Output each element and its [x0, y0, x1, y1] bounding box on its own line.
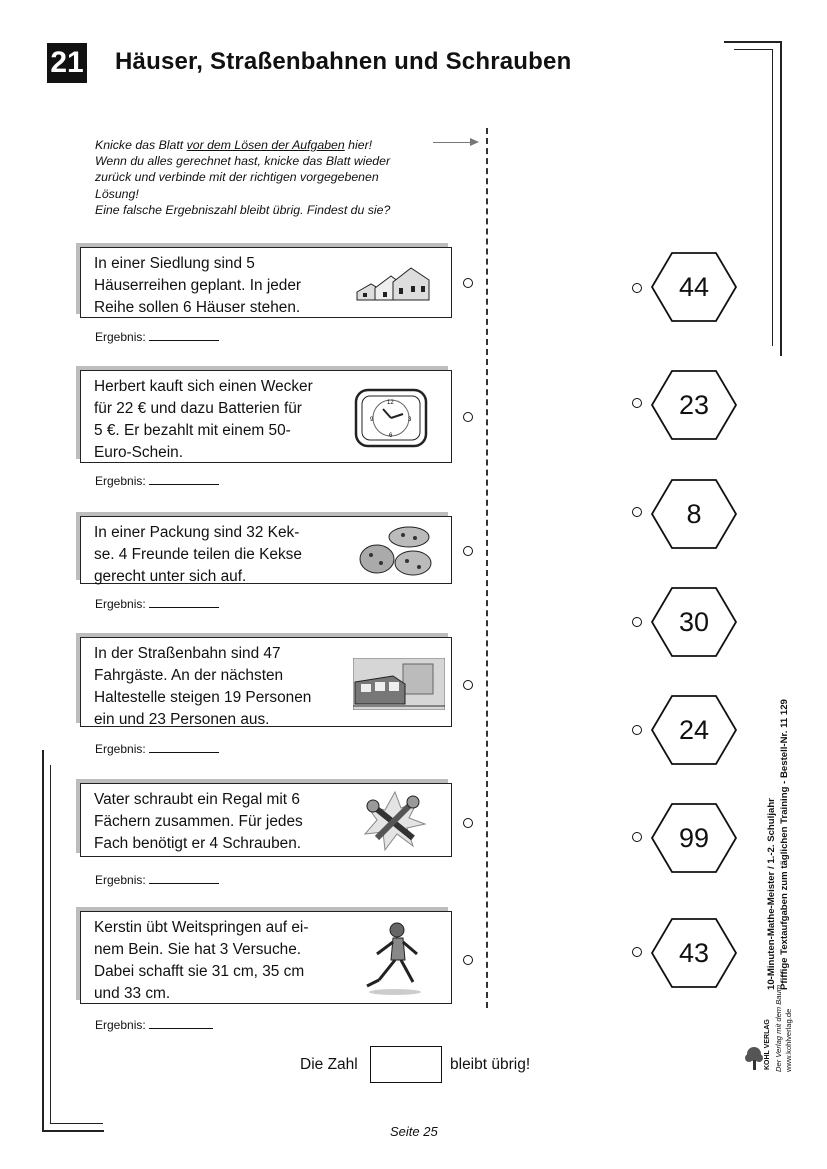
- instruction-line-3: zurück und verbinde mit der richtigen vorgegebenen: [95, 170, 379, 185]
- arrow-head-icon: [470, 138, 479, 146]
- task-card-3: [80, 516, 452, 584]
- instructions: [95, 137, 485, 218]
- fold-line: [486, 128, 488, 1008]
- task-4-line-2: Fahrgäste. An der nächsten: [94, 667, 284, 684]
- task-6-line-3: Dabei schafft sie 31 cm, 35 cm: [94, 963, 305, 980]
- task-card-6: [80, 911, 452, 1004]
- solution-1-connector[interactable]: [632, 283, 642, 293]
- leftover-label-post: bleibt übrig!: [450, 1056, 531, 1073]
- instruction-line-5: Eine falsche Ergebniszahl bleibt übrig. Findest du sie?: [95, 202, 391, 217]
- solution-6-connector[interactable]: [632, 832, 642, 842]
- solution-7-connector[interactable]: [632, 947, 642, 957]
- task-3-connector[interactable]: [463, 546, 473, 556]
- jumping-girl-icon: [359, 920, 429, 998]
- publisher-slogan: Der Verlag mit dem Baum: [774, 984, 783, 1072]
- task-1-result-field[interactable]: [149, 330, 219, 341]
- task-3-line-2: se. 4 Freunde teilen die Kekse: [94, 546, 302, 563]
- solution-value-1: 44: [678, 272, 710, 302]
- side-info-line-2: Pfiffige Textaufgaben zum täglichen Training - Bestell-Nr. 11 129: [779, 699, 790, 990]
- task-2-result-field[interactable]: [149, 474, 219, 485]
- solution-hexagon-5: [650, 694, 738, 766]
- solution-value-2: 23: [678, 390, 710, 420]
- task-6-connector[interactable]: [463, 955, 473, 965]
- solution-hexagon-7: [650, 917, 738, 989]
- arrow-icon: [433, 142, 471, 143]
- solution-hexagon-6: [650, 802, 738, 874]
- task-5-result-field[interactable]: [149, 873, 219, 884]
- solution-hexagon-2: [650, 369, 738, 441]
- task-3-line-1: In einer Packung sind 32 Kek-: [94, 524, 300, 541]
- solution-value-7: 43: [678, 938, 710, 968]
- task-6-line-2: nem Bein. Sie hat 3 Versuche.: [94, 941, 302, 958]
- solution-hexagon-1: [650, 251, 738, 323]
- task-4-result: Ergebnis:: [95, 742, 219, 756]
- svg-text:6: 6: [389, 433, 393, 439]
- task-5-result: Ergebnis:: [95, 873, 219, 887]
- task-4-line-3: Haltestelle steigen 19 Personen: [94, 689, 312, 706]
- task-card-5: [80, 783, 452, 857]
- task-1-connector[interactable]: [463, 278, 473, 288]
- solution-hexagon-3: [650, 478, 738, 550]
- publisher-logo-text: KOHL VERLAG: [764, 1019, 771, 1070]
- task-6-result: Ergebnis:: [95, 1018, 213, 1032]
- task-3-line-3: gerecht unter sich auf.: [94, 568, 247, 585]
- task-1-line-2: Häuserreihen geplant. In jeder: [94, 277, 302, 294]
- task-5-line-3: Fach benötigt er 4 Schrauben.: [94, 835, 302, 852]
- instruction-line-1: Knicke das Blatt vor dem Lösen der Aufgaben hier!: [95, 138, 373, 152]
- worksheet-number: 21: [47, 43, 87, 83]
- task-5-connector[interactable]: [463, 818, 473, 828]
- task-3-result-field[interactable]: [149, 597, 219, 608]
- task-2-result: Ergebnis:: [95, 474, 219, 488]
- instruction-underlined: vor dem Lösen der Aufgaben: [186, 138, 345, 152]
- task-5-line-1: Vater schraubt ein Regal mit 6: [94, 791, 300, 808]
- task-6-result-field[interactable]: [149, 1018, 213, 1029]
- solution-value-3: 8: [686, 499, 702, 529]
- screws-icon: [361, 788, 429, 854]
- task-card-2: [80, 370, 452, 463]
- task-card-1: [80, 247, 452, 318]
- solution-2-connector[interactable]: [632, 398, 642, 408]
- svg-text:9: 9: [370, 417, 374, 423]
- publisher-tree-logo-icon: [744, 1045, 764, 1071]
- task-6-line-1: Kerstin übt Weitspringen auf ei-: [94, 919, 309, 936]
- task-1-line-1: In einer Siedlung sind 5: [94, 255, 255, 272]
- svg-text:3: 3: [408, 417, 412, 423]
- svg-text:12: 12: [387, 400, 394, 406]
- corner-frame-top-right-inner: [734, 49, 773, 346]
- task-4-line-1: In der Straßenbahn sind 47: [94, 645, 281, 662]
- page-number: Seite 25: [390, 1124, 438, 1139]
- solution-hexagon-4: [650, 586, 738, 658]
- task-5-line-2: Fächern zusammen. Für jedes: [94, 813, 303, 830]
- side-info-line-1: 10-Minuten-Mathe-Meister / 1.-2. Schuljahr: [766, 798, 777, 990]
- solution-value-6: 99: [678, 823, 710, 853]
- solution-value-5: 24: [678, 715, 710, 745]
- task-4-line-4: ein und 23 Personen aus.: [94, 711, 270, 728]
- task-2-line-3: 5 €. Er bezahlt mit einem 50-: [94, 422, 291, 439]
- publisher-website[interactable]: www.kohlverlag.de: [784, 1008, 793, 1072]
- task-card-4: [80, 637, 452, 727]
- leftover-answer-box[interactable]: [370, 1046, 442, 1083]
- task-2-line-2: für 22 € und dazu Batterien für: [94, 400, 302, 417]
- leftover-label-pre: Die Zahl: [300, 1056, 358, 1073]
- task-1-line-3: Reihe sollen 6 Häuser stehen.: [94, 299, 301, 316]
- task-6-line-4: und 33 cm.: [94, 985, 171, 1002]
- page-title: Häuser, Straßenbahnen und Schrauben: [115, 48, 572, 75]
- task-2-line-1: Herbert kauft sich einen Wecker: [94, 378, 313, 395]
- alarm-clock-icon: [353, 387, 429, 449]
- task-2-line-4: Euro-Schein.: [94, 444, 183, 461]
- task-1-result: Ergebnis:: [95, 330, 219, 344]
- instruction-line-4: Lösung!: [95, 186, 139, 201]
- houses-icon: [353, 262, 435, 302]
- instruction-line-2: Wenn du alles gerechnet hast, knicke das Blatt wieder: [95, 154, 391, 169]
- solution-4-connector[interactable]: [632, 617, 642, 627]
- task-2-connector[interactable]: [463, 412, 473, 422]
- task-3-result: Ergebnis:: [95, 597, 219, 611]
- solution-value-4: 30: [678, 607, 710, 637]
- solution-5-connector[interactable]: [632, 725, 642, 735]
- task-4-connector[interactable]: [463, 680, 473, 690]
- task-4-result-field[interactable]: [149, 742, 219, 753]
- tram-icon: [353, 658, 445, 710]
- cookies-icon: [357, 523, 437, 579]
- solution-3-connector[interactable]: [632, 507, 642, 517]
